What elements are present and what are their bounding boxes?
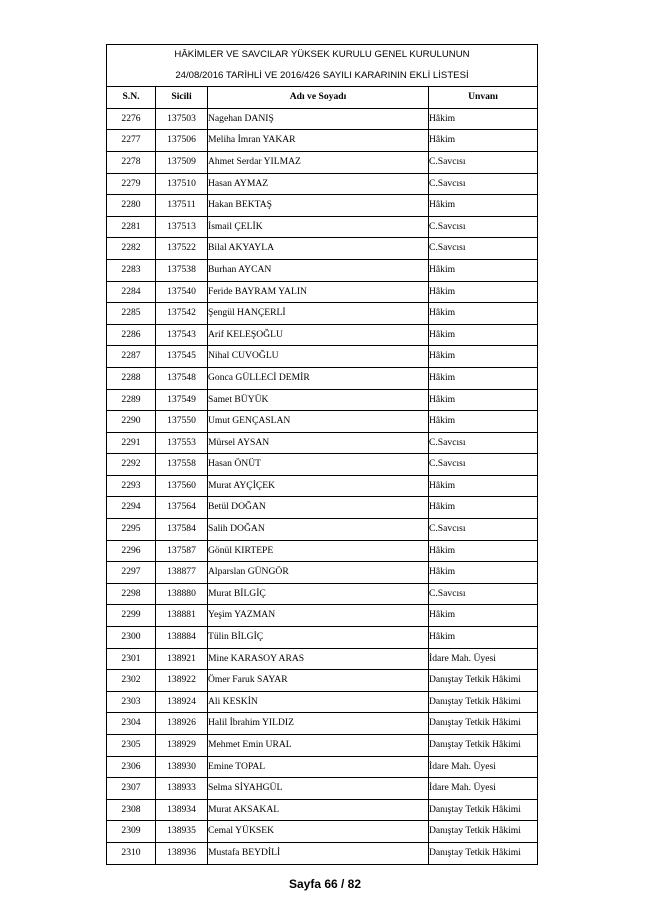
cell-sn: 2299	[107, 605, 156, 627]
table-row	[107, 108, 538, 130]
cell-sicil: 138935	[156, 821, 208, 843]
cell-name: Halil İbrahim YILDIZ	[208, 713, 429, 735]
cell-title: C.Savcısı	[429, 454, 538, 476]
cell-name: Ali KESKİN	[208, 691, 429, 713]
cell-title: Hâkim	[429, 627, 538, 649]
cell-sn: 2280	[107, 195, 156, 217]
cell-sicil: 137510	[156, 173, 208, 195]
cell-sicil: 137513	[156, 216, 208, 238]
cell-sicil: 137549	[156, 389, 208, 411]
cell-title: Hâkim	[429, 367, 538, 389]
cell-title: Hâkim	[429, 303, 538, 325]
cell-sicil: 138921	[156, 648, 208, 670]
cell-sn: 2289	[107, 389, 156, 411]
cell-name: Gönül KIRTEPE	[208, 540, 429, 562]
table-row	[107, 216, 538, 238]
table-row	[107, 799, 538, 821]
cell-sicil: 137543	[156, 324, 208, 346]
cell-sn: 2291	[107, 432, 156, 454]
table-row	[107, 540, 538, 562]
cell-sicil: 138877	[156, 562, 208, 584]
cell-sicil: 137538	[156, 259, 208, 281]
cell-sicil: 137511	[156, 195, 208, 217]
cell-sn: 2303	[107, 691, 156, 713]
cell-sn: 2304	[107, 713, 156, 735]
cell-sicil: 138933	[156, 778, 208, 800]
cell-name: Ahmet Serdar YILMAZ	[208, 151, 429, 173]
table-row	[107, 454, 538, 476]
cell-name: Meliha İmran YAKAR	[208, 130, 429, 152]
table-row	[107, 281, 538, 303]
cell-name: Hasan AYMAZ	[208, 173, 429, 195]
cell-sn: 2306	[107, 756, 156, 778]
table-row	[107, 346, 538, 368]
cell-sicil: 137503	[156, 108, 208, 130]
cell-sicil: 138881	[156, 605, 208, 627]
table-row	[107, 259, 538, 281]
cell-sicil: 138929	[156, 735, 208, 757]
cell-name: Murat AYÇİÇEK	[208, 475, 429, 497]
table-row	[107, 756, 538, 778]
cell-sicil: 137545	[156, 346, 208, 368]
cell-title: Danıştay Tetkik Hâkimi	[429, 713, 538, 735]
cell-title: C.Savcısı	[429, 216, 538, 238]
cell-sicil: 138934	[156, 799, 208, 821]
cell-title: Hâkim	[429, 346, 538, 368]
cell-title: Hâkim	[429, 324, 538, 346]
cell-title: C.Savcısı	[429, 173, 538, 195]
table-row	[107, 842, 538, 864]
cell-title: Hâkim	[429, 130, 538, 152]
cell-sicil: 137553	[156, 432, 208, 454]
cell-name: Alparslan GÜNGÖR	[208, 562, 429, 584]
table-row	[107, 648, 538, 670]
cell-title: C.Savcısı	[429, 238, 538, 260]
cell-sn: 2279	[107, 173, 156, 195]
table-row	[107, 173, 538, 195]
cell-sn: 2290	[107, 411, 156, 433]
cell-sn: 2277	[107, 130, 156, 152]
table-row	[107, 324, 538, 346]
cell-name: Şengül HANÇERLİ	[208, 303, 429, 325]
cell-name: Salih DOĞAN	[208, 519, 429, 541]
cell-sn: 2307	[107, 778, 156, 800]
table-row	[107, 303, 538, 325]
cell-sn: 2286	[107, 324, 156, 346]
cell-sicil: 137540	[156, 281, 208, 303]
cell-sicil: 137506	[156, 130, 208, 152]
cell-sicil: 137587	[156, 540, 208, 562]
cell-title: İdare Mah. Üyesi	[429, 778, 538, 800]
table-row	[107, 627, 538, 649]
cell-name: Murat AKSAKAL	[208, 799, 429, 821]
table-row	[107, 130, 538, 152]
cell-sn: 2295	[107, 519, 156, 541]
cell-sn: 2292	[107, 454, 156, 476]
cell-name: Selma SİYAHGÜL	[208, 778, 429, 800]
cell-title: İdare Mah. Üyesi	[429, 756, 538, 778]
table-row	[107, 583, 538, 605]
cell-title: Hâkim	[429, 259, 538, 281]
cell-title: Hâkim	[429, 605, 538, 627]
table-row	[107, 735, 538, 757]
cell-sicil: 137550	[156, 411, 208, 433]
cell-title: Danıştay Tetkik Hâkimi	[429, 821, 538, 843]
cell-name: Gonca GÜLLECİ DEMİR	[208, 367, 429, 389]
column-header-sn: S.N.	[107, 87, 156, 109]
cell-sn: 2283	[107, 259, 156, 281]
cell-sicil: 138936	[156, 842, 208, 864]
cell-sn: 2287	[107, 346, 156, 368]
cell-sicil: 138924	[156, 691, 208, 713]
cell-sn: 2294	[107, 497, 156, 519]
cell-title: Danıştay Tetkik Hâkimi	[429, 735, 538, 757]
cell-name: Tülin BİLGİÇ	[208, 627, 429, 649]
cell-sn: 2309	[107, 821, 156, 843]
cell-name: Samet BÜYÜK	[208, 389, 429, 411]
cell-title: Hâkim	[429, 562, 538, 584]
cell-name: Cemal YÜKSEK	[208, 821, 429, 843]
cell-name: Bilal AKYAYLA	[208, 238, 429, 260]
cell-sn: 2305	[107, 735, 156, 757]
cell-name: Murat BİLGİÇ	[208, 583, 429, 605]
table-row	[107, 670, 538, 692]
cell-sicil: 137542	[156, 303, 208, 325]
table-title-line-2: 24/08/2016 TARİHLİ VE 2016/426 SAYILI KARARININ EKLİ LİSTESİ	[175, 69, 469, 81]
cell-sicil: 138922	[156, 670, 208, 692]
cell-title: C.Savcısı	[429, 519, 538, 541]
cell-title: C.Savcısı	[429, 583, 538, 605]
cell-name: Emine TOPAL	[208, 756, 429, 778]
cell-name: Betül DOĞAN	[208, 497, 429, 519]
cell-sicil: 137522	[156, 238, 208, 260]
table-row	[107, 389, 538, 411]
table-row	[107, 475, 538, 497]
cell-sn: 2308	[107, 799, 156, 821]
table-row	[107, 367, 538, 389]
table-row	[107, 238, 538, 260]
cell-sn: 2296	[107, 540, 156, 562]
cell-title: Danıştay Tetkik Hâkimi	[429, 799, 538, 821]
cell-title: İdare Mah. Üyesi	[429, 648, 538, 670]
cell-name: Yeşim YAZMAN	[208, 605, 429, 627]
cell-title: Hâkim	[429, 497, 538, 519]
table-row	[107, 151, 538, 173]
cell-title: C.Savcısı	[429, 432, 538, 454]
cell-title: Hâkim	[429, 540, 538, 562]
cell-sn: 2302	[107, 670, 156, 692]
cell-sicil: 137564	[156, 497, 208, 519]
cell-name: Feride BAYRAM YALIN	[208, 281, 429, 303]
cell-title: Hâkim	[429, 411, 538, 433]
cell-sn: 2293	[107, 475, 156, 497]
table-row	[107, 497, 538, 519]
cell-sn: 2278	[107, 151, 156, 173]
table-row	[107, 605, 538, 627]
cell-name: Mürsel AYSAN	[208, 432, 429, 454]
cell-title: Hâkim	[429, 195, 538, 217]
cell-title: Danıştay Tetkik Hâkimi	[429, 842, 538, 864]
table-row	[107, 195, 538, 217]
cell-sn: 2276	[107, 108, 156, 130]
cell-sicil: 137560	[156, 475, 208, 497]
cell-sn: 2284	[107, 281, 156, 303]
column-header-sicil: Sicili	[156, 87, 208, 109]
cell-name: Mehmet Emin URAL	[208, 735, 429, 757]
table-title	[107, 45, 538, 87]
cell-title: Hâkim	[429, 389, 538, 411]
personnel-table	[106, 44, 538, 865]
cell-name: Hakan BEKTAŞ	[208, 195, 429, 217]
table-row	[107, 411, 538, 433]
cell-title: Danıştay Tetkik Hâkimi	[429, 691, 538, 713]
table-row	[107, 432, 538, 454]
cell-name: Hasan ÖNÜT	[208, 454, 429, 476]
cell-sicil: 138884	[156, 627, 208, 649]
cell-name: İsmail ÇELİK	[208, 216, 429, 238]
column-header-title: Unvanı	[429, 87, 538, 109]
cell-name: Arif KELEŞOĞLU	[208, 324, 429, 346]
cell-sn: 2281	[107, 216, 156, 238]
cell-sn: 2282	[107, 238, 156, 260]
table-row	[107, 691, 538, 713]
cell-title: Hâkim	[429, 108, 538, 130]
cell-sicil: 137558	[156, 454, 208, 476]
cell-sicil: 138880	[156, 583, 208, 605]
cell-name: Ömer Faruk SAYAR	[208, 670, 429, 692]
cell-title: Hâkim	[429, 281, 538, 303]
cell-sn: 2298	[107, 583, 156, 605]
cell-sicil: 137548	[156, 367, 208, 389]
cell-sn: 2297	[107, 562, 156, 584]
cell-name: Nihal CUVOĞLU	[208, 346, 429, 368]
cell-sn: 2310	[107, 842, 156, 864]
table-title-row	[107, 45, 538, 87]
cell-sicil: 137584	[156, 519, 208, 541]
table-row	[107, 562, 538, 584]
cell-sicil: 137509	[156, 151, 208, 173]
cell-sn: 2301	[107, 648, 156, 670]
table-row	[107, 713, 538, 735]
table-row	[107, 821, 538, 843]
cell-name: Mustafa BEYDİLİ	[208, 842, 429, 864]
column-header-row	[107, 87, 538, 109]
table-title-line-1: HÂKİMLER VE SAVCILAR YÜKSEK KURULU GENEL KURULUNUN	[174, 49, 470, 60]
table-row	[107, 778, 538, 800]
cell-sn: 2288	[107, 367, 156, 389]
cell-name: Burhan AYCAN	[208, 259, 429, 281]
page-number: Sayfa 66 / 82	[288, 877, 362, 891]
cell-title: C.Savcısı	[429, 151, 538, 173]
cell-sn: 2300	[107, 627, 156, 649]
column-header-name: Adı ve Soyadı	[208, 87, 429, 109]
cell-sicil: 138926	[156, 713, 208, 735]
table-body	[107, 108, 538, 864]
cell-name: Umut GENÇASLAN	[208, 411, 429, 433]
cell-sn: 2285	[107, 303, 156, 325]
cell-title: Hâkim	[429, 475, 538, 497]
cell-title: Danıştay Tetkik Hâkimi	[429, 670, 538, 692]
cell-name: Mine KARASOY ARAS	[208, 648, 429, 670]
table-row	[107, 519, 538, 541]
cell-name: Nagehan DANIŞ	[208, 108, 429, 130]
cell-sicil: 138930	[156, 756, 208, 778]
